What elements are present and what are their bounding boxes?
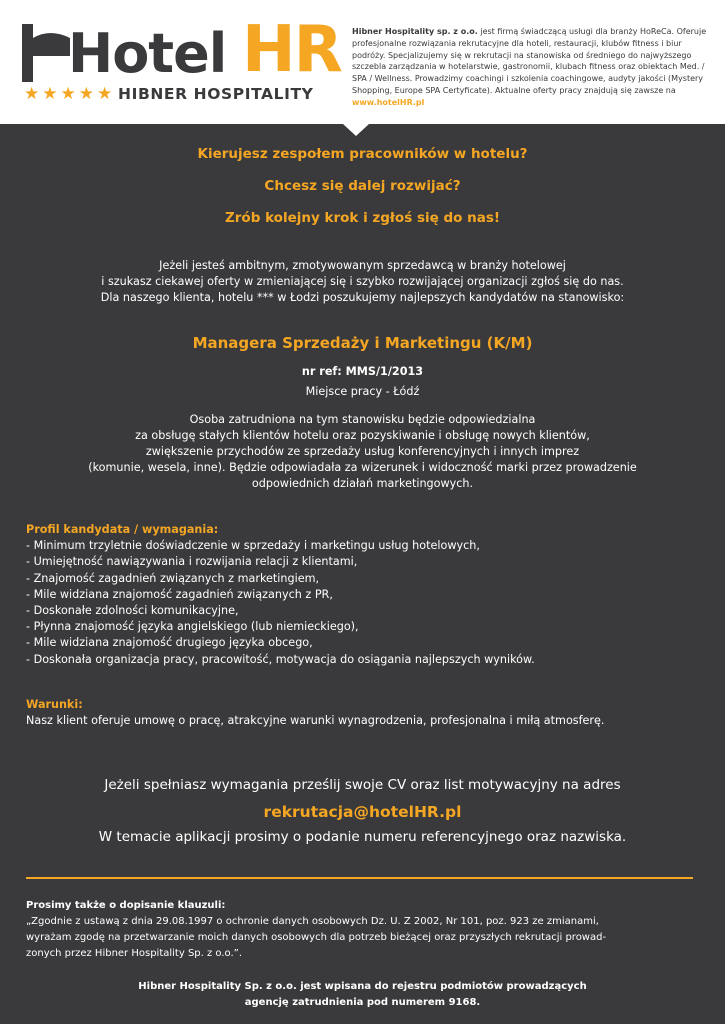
- requirement-item: - Mile widziana znajomość zagadnień związanych z PR,: [26, 587, 333, 601]
- question-3: Zrób kolejny krok i zgłoś się do nas!: [224, 210, 501, 226]
- data-protection-clause: [26, 898, 698, 962]
- clause-heading: Prosimy także o dopisanie klauzuli:: [26, 900, 226, 911]
- question-1: Kierujesz zespołem pracowników w hotelu?: [197, 146, 528, 162]
- section-divider: [26, 877, 693, 879]
- logo-wordmark: [20, 13, 341, 87]
- conditions-heading: Warunki:: [26, 698, 83, 711]
- hotelhr-logo[interactable]: [20, 13, 341, 110]
- job-title: Managera Sprzedaży i Marketingu (K/M): [192, 334, 533, 352]
- intro-line: Dla naszego klienta, hotelu *** w Łodzi poszukujemy najlepszych kandydatów na stanowisko:: [100, 291, 625, 304]
- requirement-item: - Umiejętność nawiązywania i rozwijania relacji z klientami,: [26, 555, 358, 569]
- job-location: Miejsce pracy - Łódź: [305, 385, 420, 398]
- company-website-link[interactable]: www.hotelHR.pl: [352, 97, 425, 107]
- bed-icon: [22, 24, 70, 86]
- requirement-item: - Mile widziana znajomość drugiego języka obcego,: [26, 636, 313, 650]
- star-icon: ★: [24, 84, 40, 104]
- requirement-item: - Doskonała organizacja pracy, pracowitość, motywacja do osiągania najlepszych wyników.: [26, 652, 535, 666]
- requirements-heading: Profil kandydata / wymagania:: [26, 523, 219, 536]
- conditions-text: Nasz klient oferuje umowę o pracę, atrakcyjne warunki wynagrodzenia, profesjonalna i miłą atmosferę.: [26, 714, 605, 728]
- star-icon: ★: [78, 84, 94, 104]
- requirement-item: - Płynna znajomość języka angielskiego (lub niemieckiego),: [26, 620, 359, 634]
- requirement-item: - Minimum trzyletnie doświadczenie w sprzedaży i marketingu usług hotelowych,: [26, 539, 480, 553]
- job-description: [0, 412, 725, 492]
- description-line: odpowiednich działań marketingowych.: [251, 477, 474, 490]
- star-icon: ★: [60, 84, 76, 104]
- intro-line: Jeżeli jesteś ambitnym, zmotywowanym sprzedawcą w branży hotelowej: [159, 259, 566, 272]
- description-line: Osoba zatrudniona na tym stanowisku będzie odpowiedzialna: [189, 413, 536, 426]
- header-pointer: [343, 124, 369, 136]
- logo-subtitle: HIBNER HOSPITALITY: [118, 85, 314, 103]
- clause-line: „Zgodnie z ustawą z dnia 29.08.1997 o ochronie danych osobowych Dz. U. Z 2002, Nr 101, poz. 923 ze zmianami,: [26, 916, 599, 927]
- description-line: (komunie, wesela, inne). Będzie odpowiadała za wizerunek i widoczność marki przez prowadzenie: [88, 461, 637, 474]
- description-line: zwiększenie przychodów ze sprzedaży usług konferencyjnych i innych imprez: [145, 445, 580, 458]
- logo-hr-text: HR: [242, 13, 341, 87]
- company-description: jest firmą świadczącą usługi dla branży HoReCa. Oferuje profesjonalne rozwiązania rekrutacyjne dla hoteli, restauracji, klubów fitness i biur podróży. Specjalizujemy się w rekrutacji na stanowiska od średniego do najwyższego szczebla zarządzania w hotelarstwie, gastronomii, klubach fitness oraz obiektach Med. / SPA / Wellness. Prowadzimy coachingi i szkolenia coachingowe, audyty jakości (Mystery Shopping, Europe SPA Certyficate). Aktualne oferty pracy znajdują się zawsze na: [352, 27, 707, 95]
- job-reference: nr ref: MMS/1/2013: [301, 365, 424, 378]
- requirement-item: - Doskonałe zdolności komunikacyjne,: [26, 604, 239, 618]
- header: [0, 0, 725, 124]
- registration-footer: [0, 979, 725, 1011]
- clause-line: zonych przez Hibner Hospitality Sp. z o.o.”.: [26, 948, 243, 959]
- conditions-section: [26, 697, 706, 729]
- logo-hotel-text: Hotel: [68, 22, 227, 85]
- intro-line: i szukasz ciekawej oferty w zmieniającej się i szybko rozwijającej organizacji zgłoś się do nas.: [101, 275, 624, 288]
- question-2: Chcesz się dalej rozwijać?: [264, 178, 461, 194]
- apply-reference-note: W temacie aplikacji prosimy o podanie numeru referencyjnego oraz nazwiska.: [98, 829, 627, 845]
- star-icon: ★: [97, 84, 113, 104]
- rating-stars: [24, 84, 112, 104]
- apply-instruction: Jeżeli spełniasz wymagania prześlij swoje CV oraz list motywacyjny na adres: [104, 777, 621, 793]
- intro-text: [0, 258, 725, 306]
- footer-line: agencję zatrudnienia pod numerem 9168.: [244, 997, 481, 1008]
- apply-email-link[interactable]: rekrutacja@hotelHR.pl: [263, 803, 462, 821]
- requirement-item: - Znajomość zagadnień związanych z marketingiem,: [26, 571, 320, 585]
- footer-line: Hibner Hospitality Sp. z o.o. jest wpisana do rejestru podmiotów prowadzących: [138, 981, 587, 992]
- clause-line: wyrażam zgodę na przetwarzanie moich danych osobowych dla potrzeb bieżącej oraz przyszłych rekrutacji prowad-: [26, 932, 607, 943]
- company-name: Hibner Hospitality sp. z o.o.: [352, 27, 478, 36]
- company-about: [352, 26, 712, 109]
- description-line: za obsługę stałych klientów hotelu oraz pozyskiwanie i obsługę nowych klientów,: [135, 429, 590, 442]
- star-icon: ★: [42, 84, 58, 104]
- requirements-section: [26, 522, 706, 668]
